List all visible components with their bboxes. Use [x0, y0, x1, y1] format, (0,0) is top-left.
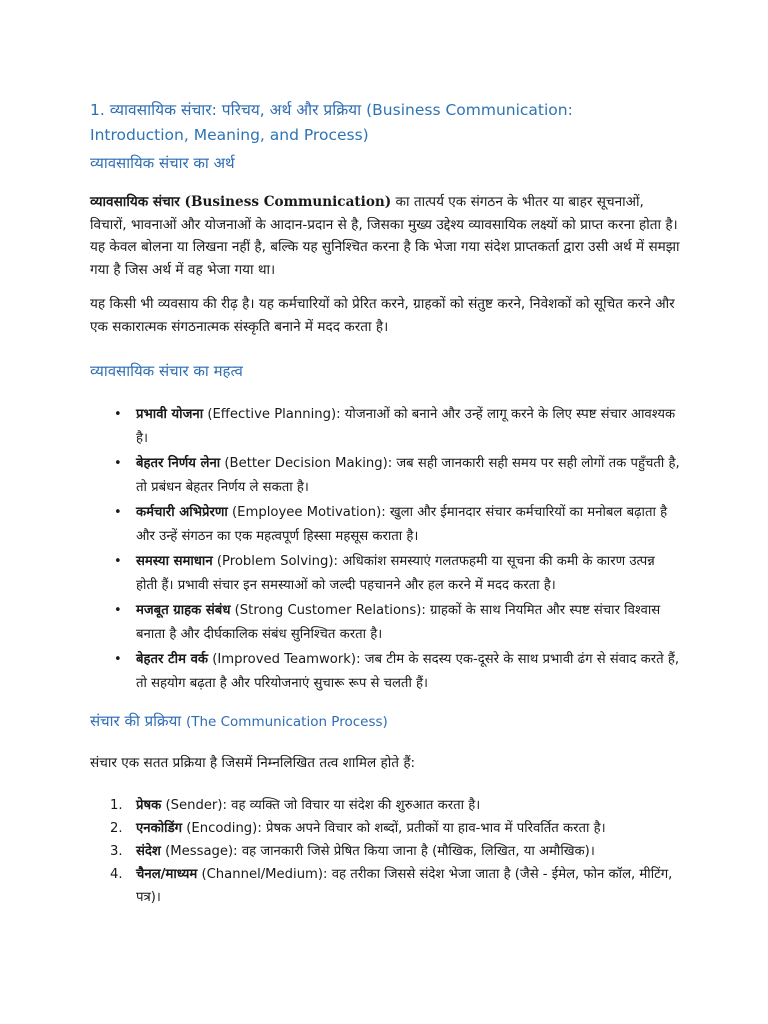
item-text: जब सही जानकारी सही समय पर सही लोगों तक पहुँचती है, तो प्रबंधन बेहतर निर्णय ले सकता है। — [136, 456, 680, 495]
process-title-english: (The Communication Process) — [185, 714, 388, 730]
paragraph-meaning-bold: व्यावसायिक संचार (Business Communication) — [90, 194, 392, 210]
process-title-hindi: संचार की प्रक्रिया — [90, 712, 182, 730]
list-item — [90, 648, 680, 696]
item-number: 2. — [110, 821, 123, 836]
item-label: समस्या समाधान — [136, 554, 213, 569]
item-english: (Channel/Medium): — [197, 867, 328, 882]
paragraph-backbone: यह किसी भी व्यवसाय की रीढ़ है। यह कर्मचारियों को प्रेरित करने, ग्राहकों को संतुष्ट करने, निवेशकों को सूचित करने और एक सकारात्मक संगठनात्मक संस्कृति बनाने में मदद करता है। — [90, 296, 675, 335]
section-title-process — [90, 710, 388, 733]
paragraph-meaning-text: का तात्पर्य एक संगठन के भीतर या बाहर सूचनाओं, विचारों, भावनाओं और योजनाओं के आदान-प्रदान से है, जिसका मुख्य उद्देश्य व्यावसायिक लक्ष्यों को प्राप्त करना होता है। यह केवल बोलना या लिखना नहीं है, बल्कि यह सुनिश्चित करना है कि भेजा गया संदेश प्राप्तकर्ता द्वारा उसी अर्थ में समझा गया है जिस अर्थ में वह भेजा गया था। — [90, 194, 680, 278]
bullet-icon: • — [114, 407, 122, 422]
section-title-meaning: व्यावसायिक संचार का अर्थ — [90, 154, 235, 172]
item-number: 4. — [110, 867, 123, 882]
item-label: संदेश — [136, 844, 161, 859]
item-label: प्रेषक — [136, 798, 162, 813]
process-list — [90, 794, 680, 909]
list-item — [90, 863, 680, 909]
bullet-icon: • — [114, 652, 122, 667]
bullet-icon: • — [114, 554, 122, 569]
item-number: 3. — [110, 844, 123, 859]
item-label: बेहतर टीम वर्क — [136, 652, 209, 667]
item-english: (Message): — [160, 844, 238, 859]
item-label: प्रभावी योजना — [136, 407, 204, 422]
process-intro: संचार एक सतत प्रक्रिया है जिसमें निम्नलिखित तत्व शामिल होते हैं: — [90, 755, 416, 771]
item-english: (Encoding): — [182, 821, 262, 836]
item-number: 1. — [110, 798, 123, 813]
item-english: (Effective Planning): — [203, 407, 341, 422]
heading-english: (Business Communication: Introduction, Meaning, and Process) — [90, 101, 573, 144]
list-item — [90, 452, 680, 500]
item-english: (Employee Motivation): — [227, 505, 386, 520]
item-label: एनकोडिंग — [136, 821, 183, 836]
item-text: प्रेषक अपने विचार को शब्दों, प्रतीकों या हाव-भाव में परिवर्तित करता है। — [261, 821, 606, 836]
item-english: (Problem Solving): — [212, 554, 338, 569]
list-item — [90, 501, 680, 549]
item-label: मजबूत ग्राहक संबंध — [136, 603, 231, 618]
item-text: वह जानकारी जिसे प्रेषित किया जाना है (मौखिक, लिखित, या अमौखिक)। — [237, 844, 595, 859]
item-english: (Improved Teamwork): — [208, 652, 361, 667]
item-text: अधिकांश समस्याएं गलतफहमी या सूचना की कमी के कारण उत्पन्न होती हैं। प्रभावी संचार इन समस्याओं को जल्दी पहचानने और हल करने में मदद करता है। — [136, 554, 655, 593]
item-english: (Better Decision Making): — [220, 456, 393, 471]
item-text: खुला और ईमानदार संचार कर्मचारियों का मनोबल बढ़ाता है और उन्हें संगठन का एक महत्वपूर्ण हिस्सा महसूस कराता है। — [136, 505, 668, 544]
item-text: योजनाओं को बनाने और उन्हें लागू करने के लिए स्पष्ट संचार आवश्यक है। — [136, 407, 676, 446]
item-text: वह तरीका जिससे संदेश भेजा जाता है (जैसे - ईमेल, फोन कॉल, मीटिंग, पत्र)। — [136, 867, 673, 905]
importance-list — [90, 403, 680, 697]
list-item — [90, 403, 680, 451]
paragraph-meaning — [90, 191, 680, 281]
list-item — [90, 599, 680, 647]
item-text: ग्राहकों के साथ नियमित और स्पष्ट संचार विश्वास बनाता है और दीर्घकालिक संबंध सुनिश्चित करता है। — [136, 603, 661, 642]
list-item — [90, 817, 680, 840]
bullet-icon: • — [114, 603, 122, 618]
item-label: बेहतर निर्णय लेना — [136, 456, 221, 471]
list-item — [90, 550, 680, 598]
section-title-importance: व्यावसायिक संचार का महत्व — [90, 362, 243, 380]
item-text: वह व्यक्ति जो विचार या संदेश की शुरुआत करता है। — [226, 798, 481, 813]
item-label: चैनल/माध्यम — [136, 867, 198, 882]
heading-hindi: 1. व्यावसायिक संचार: परिचय, अर्थ और प्रक्रिया — [90, 101, 362, 119]
bullet-icon: • — [114, 456, 122, 471]
list-item — [90, 794, 680, 817]
bullet-icon: • — [114, 505, 122, 520]
item-text: जब टीम के सदस्य एक-दूसरे के साथ प्रभावी ढंग से संवाद करते हैं, तो सहयोग बढ़ता है और परियोजनाएं सुचारू रूप से चलती हैं। — [136, 652, 680, 691]
list-item — [90, 840, 680, 863]
document-heading — [90, 98, 670, 148]
item-label: कर्मचारी अभिप्रेरणा — [136, 505, 228, 520]
item-english: (Sender): — [161, 798, 227, 813]
item-english: (Strong Customer Relations): — [230, 603, 426, 618]
